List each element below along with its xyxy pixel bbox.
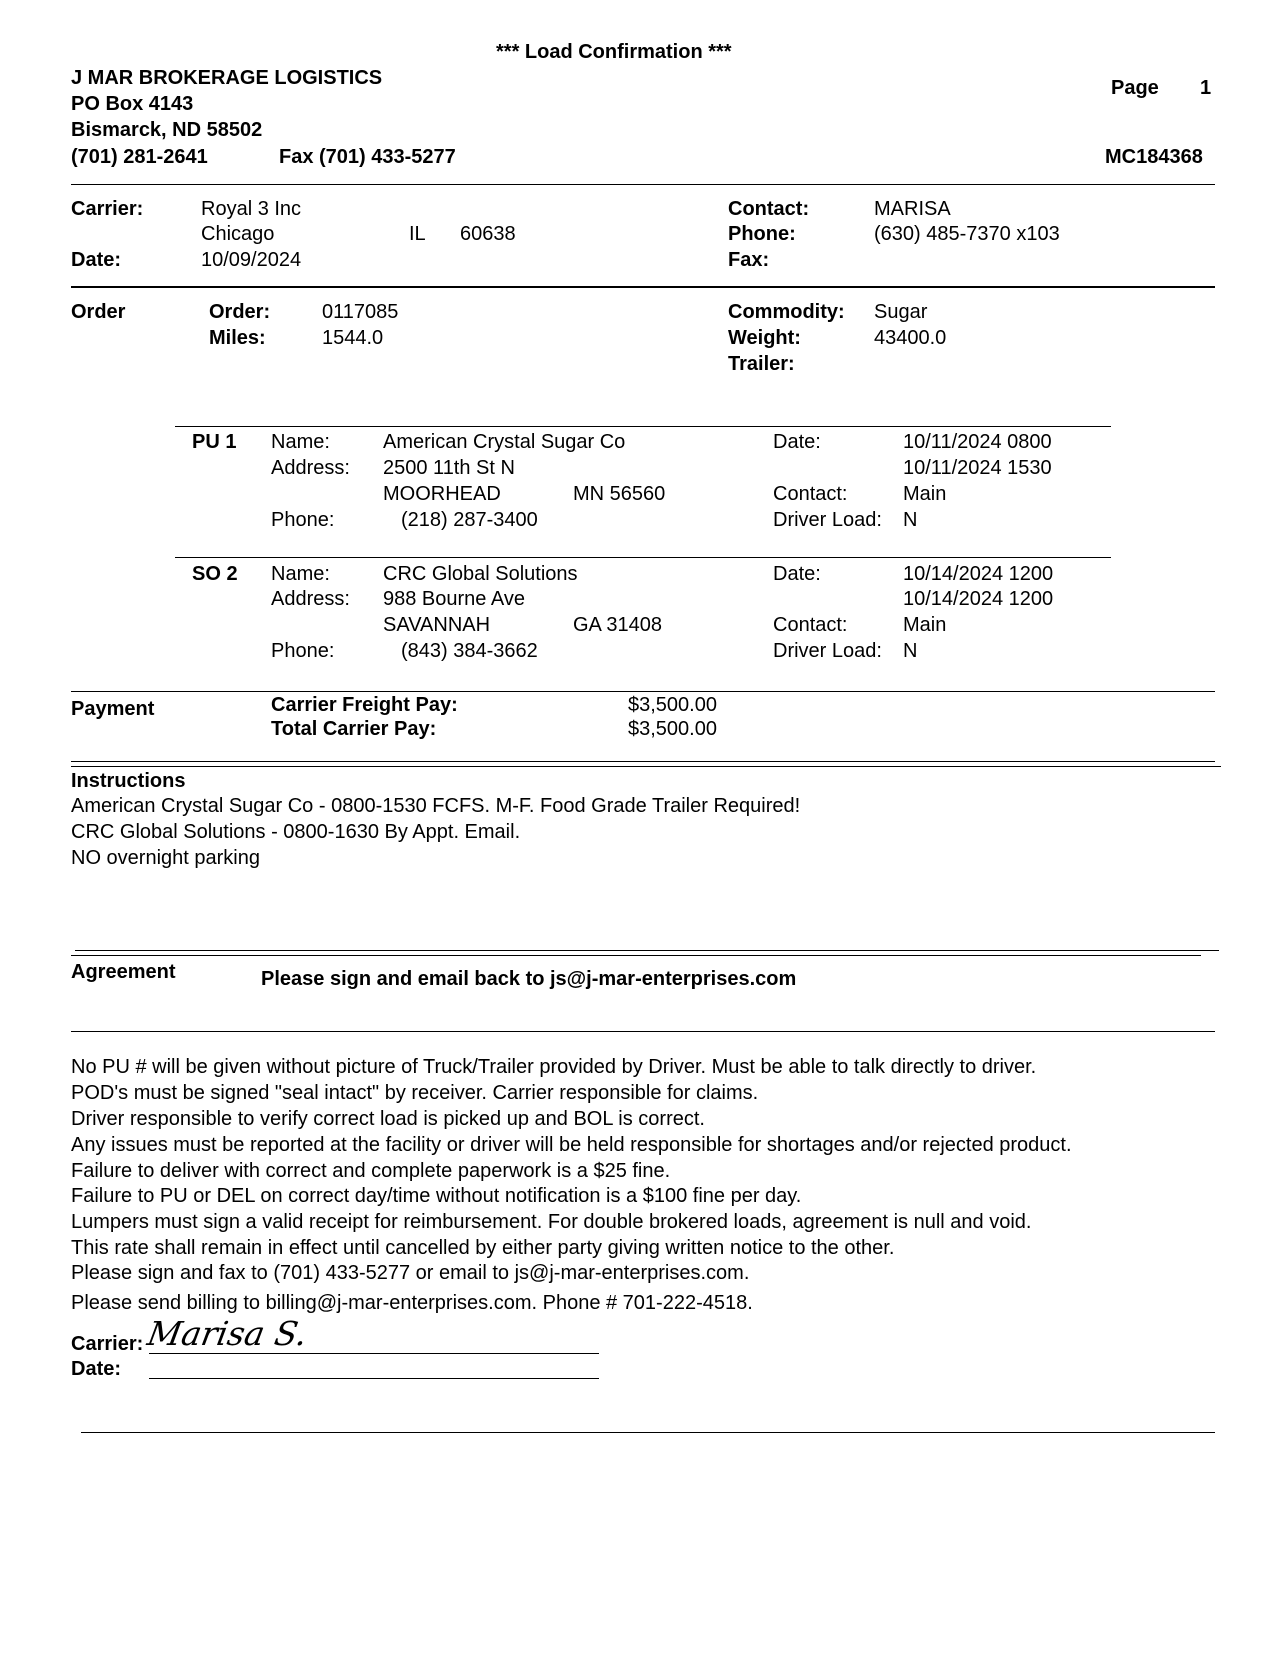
instructions-heading: Instructions <box>71 770 186 792</box>
page-number: 1 <box>1200 77 1212 99</box>
payment-divider <box>71 691 1215 692</box>
stop-name: American Crystal Sugar Co <box>383 431 626 453</box>
terms-line: No PU # will be given without picture of Truck/Trailer provided by Driver. Must be able to talk directly to driver. <box>71 1056 1037 1078</box>
broker-name: J MAR BROKERAGE LOGISTICS <box>71 67 383 89</box>
stop-driver-load-label: Driver Load: <box>773 509 882 531</box>
stop-state-zip: GA 31408 <box>573 614 662 636</box>
stop-contact-label: Contact: <box>773 483 848 505</box>
terms-line: Please sign and fax to (701) 433-5277 or email to js@j-mar-enterprises.com. <box>71 1262 750 1284</box>
stop-date-end: 10/11/2024 1530 <box>903 457 1052 479</box>
stop-street: 988 Bourne Ave <box>383 588 525 610</box>
total-pay-label: Total Carrier Pay: <box>271 718 437 740</box>
stop-contact-label: Contact: <box>773 614 848 636</box>
stop-state-zip: MN 56560 <box>573 483 666 505</box>
broker-fax: Fax (701) 433-5277 <box>279 146 456 168</box>
instruction-line: CRC Global Solutions - 0800-1630 By Appt. Email. <box>71 821 521 843</box>
mc-number: MC184368 <box>1105 146 1203 168</box>
stop-contact: Main <box>903 483 947 505</box>
terms-line: This rate shall remain in effect until cancelled by either party giving written notice to the other. <box>71 1237 895 1259</box>
agreement-notice: Please sign and email back to js@j-mar-enterprises.com <box>261 968 797 990</box>
stop-date-label: Date: <box>773 431 821 453</box>
stop-address-label: Address: <box>271 457 350 479</box>
miles-label: Miles: <box>209 327 266 349</box>
broker-address-line1: PO Box 4143 <box>71 93 194 115</box>
stop-divider <box>175 426 1111 427</box>
stop-code: SO 2 <box>192 563 238 585</box>
stop-date-label: Date: <box>773 563 821 585</box>
terms-line: Failure to PU or DEL on correct day/time without notification is a $100 fine per day. <box>71 1185 802 1207</box>
terms-line: Failure to deliver with correct and complete paperwork is a $25 fine. <box>71 1160 671 1182</box>
agreement-divider <box>75 950 1219 951</box>
terms-line: POD's must be signed "seal intact" by receiver. Carrier responsible for claims. <box>71 1082 759 1104</box>
stop-date-end: 10/14/2024 1200 <box>903 588 1054 610</box>
carrier-signature-line[interactable] <box>149 1353 599 1354</box>
stop-name: CRC Global Solutions <box>383 563 578 585</box>
billing-line: Please send billing to billing@j-mar-enterprises.com. Phone # 701-222-4518. <box>71 1292 753 1314</box>
stop-street: 2500 11th St N <box>383 457 515 479</box>
stop-contact: Main <box>903 614 947 636</box>
commodity-label: Commodity: <box>728 301 845 323</box>
page-label: Page <box>1111 77 1159 99</box>
agreement-divider <box>71 955 1201 956</box>
carrier-zip: 60638 <box>460 223 516 245</box>
terms-line: Any issues must be reported at the facility or driver will be held responsible for shortages and/or rejected product. <box>71 1134 1072 1156</box>
phone-label: Phone: <box>728 223 796 245</box>
stop-driver-load: N <box>903 640 918 662</box>
broker-address-line2: Bismarck, ND 58502 <box>71 119 263 141</box>
stop-phone-label: Phone: <box>271 509 335 531</box>
stop-phone-label: Phone: <box>271 640 335 662</box>
broker-phone: (701) 281-2641 <box>71 146 208 168</box>
carrier-state: IL <box>409 223 426 245</box>
instruction-line: NO overnight parking <box>71 847 260 869</box>
payment-section-label: Payment <box>71 698 155 720</box>
instructions-divider <box>71 761 1215 762</box>
date-label: Date: <box>71 249 122 271</box>
stop-date-start: 10/14/2024 1200 <box>903 563 1054 585</box>
header-divider <box>71 184 1215 185</box>
total-pay-amount: $3,500.00 <box>628 718 717 740</box>
document-title: *** Load Confirmation *** <box>496 41 732 63</box>
fax-label: Fax: <box>728 249 770 271</box>
stop-phone: (218) 287-3400 <box>401 509 538 531</box>
confirmation-date: 10/09/2024 <box>201 249 302 271</box>
stop-divider <box>175 557 1111 558</box>
terms-divider <box>71 1031 1215 1032</box>
stop-driver-load: N <box>903 509 918 531</box>
carrier-label: Carrier: <box>71 198 144 220</box>
carrier-name: Royal 3 Inc <box>201 198 302 220</box>
order-miles: 1544.0 <box>322 327 384 349</box>
carrier-signature: Marisa S. <box>144 1314 311 1353</box>
order-number: 0117085 <box>322 301 399 323</box>
trailer-label: Trailer: <box>728 353 795 375</box>
instructions-divider <box>71 766 1221 767</box>
stop-address-label: Address: <box>271 588 350 610</box>
freight-pay-label: Carrier Freight Pay: <box>271 694 458 716</box>
stop-date-start: 10/11/2024 0800 <box>903 431 1052 453</box>
weight-label: Weight: <box>728 327 801 349</box>
instruction-line: American Crystal Sugar Co - 0800-1530 FCFS. M-F. Food Grade Trailer Required! <box>71 795 801 817</box>
freight-pay-amount: $3,500.00 <box>628 694 717 716</box>
weight-value: 43400.0 <box>874 327 947 349</box>
order-section-label: Order <box>71 301 126 323</box>
contact-label: Contact: <box>728 198 810 220</box>
order-label: Order: <box>209 301 271 323</box>
stop-city: SAVANNAH <box>383 614 491 636</box>
carrier-signature-label: Carrier: <box>71 1333 144 1355</box>
commodity-value: Sugar <box>874 301 928 323</box>
date-signature-label: Date: <box>71 1358 122 1380</box>
stop-phone: (843) 384-3662 <box>401 640 538 662</box>
footer-divider <box>81 1432 1215 1433</box>
stop-name-label: Name: <box>271 563 330 585</box>
stop-city: MOORHEAD <box>383 483 501 505</box>
agreement-heading: Agreement <box>71 961 176 983</box>
date-signature-line[interactable] <box>149 1378 599 1379</box>
stop-code: PU 1 <box>192 431 237 453</box>
carrier-divider <box>71 286 1215 288</box>
terms-line: Lumpers must sign a valid receipt for reimbursement. For double brokered loads, agreement is null and void. <box>71 1211 1032 1233</box>
terms-line: Driver responsible to verify correct load is picked up and BOL is correct. <box>71 1108 705 1130</box>
carrier-phone: (630) 485-7370 x103 <box>874 223 1060 245</box>
carrier-city: Chicago <box>201 223 275 245</box>
stop-driver-load-label: Driver Load: <box>773 640 882 662</box>
stop-name-label: Name: <box>271 431 330 453</box>
carrier-contact: MARISA <box>874 198 951 220</box>
